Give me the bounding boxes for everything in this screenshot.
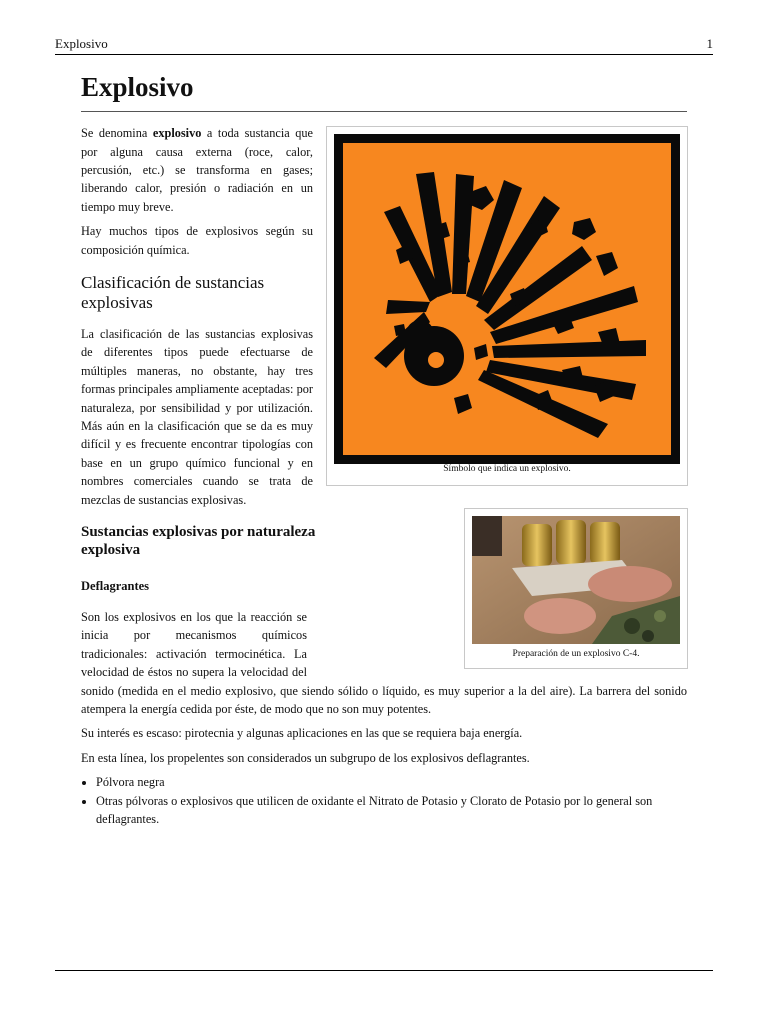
deflagrantes-paragraph-2: Su interés es escaso: pirotecnia y algunas aplicaciones en las que se requiera baja energía.: [81, 726, 523, 741]
intro-bold-term: explosivo: [152, 126, 202, 141]
figure-caption-symbol: Símbolo que indica un explosivo.: [443, 464, 571, 474]
figure-caption-photo: Preparación de un explosivo C-4.: [512, 649, 640, 659]
intro-paragraph-2: Hay muchos tipos de explosivos según su composición química.: [81, 224, 313, 257]
subsection-heading-deflagrantes: Deflagrantes: [81, 579, 150, 593]
intro-text-before: Se denomina: [81, 126, 153, 141]
deflagrantes-paragraph-3: En esta línea, los propelentes son considerados un subgrupo de los explosivos deflagrantes.: [81, 750, 530, 765]
c4-preparation-photo: [472, 516, 680, 644]
running-header: [55, 36, 713, 55]
explosive-hazard-symbol: [334, 134, 680, 464]
intro-text-after: a toda sustancia que por alguna causa externa (roce, calor, percusión, etc.) se transforma en gases; liberando calor, presión o radiación en un tiempo muy breve.: [81, 126, 314, 214]
deflagrantes-list: [81, 773, 687, 828]
list-item: • Pólvora negra: [96, 773, 687, 791]
running-header-title: Explosivo: [55, 36, 108, 51]
section-heading-naturaleza: Sustancias explosivas por naturaleza explosiva: [81, 524, 316, 558]
footer-rule: [55, 970, 713, 971]
page-number: 1: [706, 36, 713, 51]
figure-explosive-symbol: [326, 126, 688, 486]
section1-paragraph: La clasificación de las sustancias explosivas de diferentes tipos puede efectuarse de múltiples maneras, no obstante, hay tres formas principales ampliamente aceptadas: por naturaleza, por sensibilidad y por utilización. Más aún en la clasificación que se da es muy difícil y es frecuente encontrar tipologías con base en un grupo químico funcional y en nombres comerciales cuando se trata de mezclas de sustancias explosivas.: [81, 326, 313, 507]
list-item: • Otras pólvoras o explosivos que utilicen de oxidante el Nitrato de Potasio y Clorato de Potasio por lo general son deflagrantes.: [96, 792, 687, 829]
figure-c4-photo: [464, 508, 688, 669]
intro-paragraph-1: [81, 124, 313, 216]
page-title: Explosivo: [81, 70, 687, 112]
deflagrantes-paragraph-1: Son los explosivos en los que la reacción se inicia por mecanismos químicos tradicionales: activación termocinética. La velocidad de éstos no supera la velocidad del sonido (medida en el medio explosivo, que siendo sólido o líquido, es muy superior a la del aire). La barrera del sonido atempera la energía cedida por éste, de modo que no son muy potentes.: [81, 610, 687, 717]
section-heading-clasificacion: Clasificación de sustancias explosivas: [81, 272, 265, 312]
